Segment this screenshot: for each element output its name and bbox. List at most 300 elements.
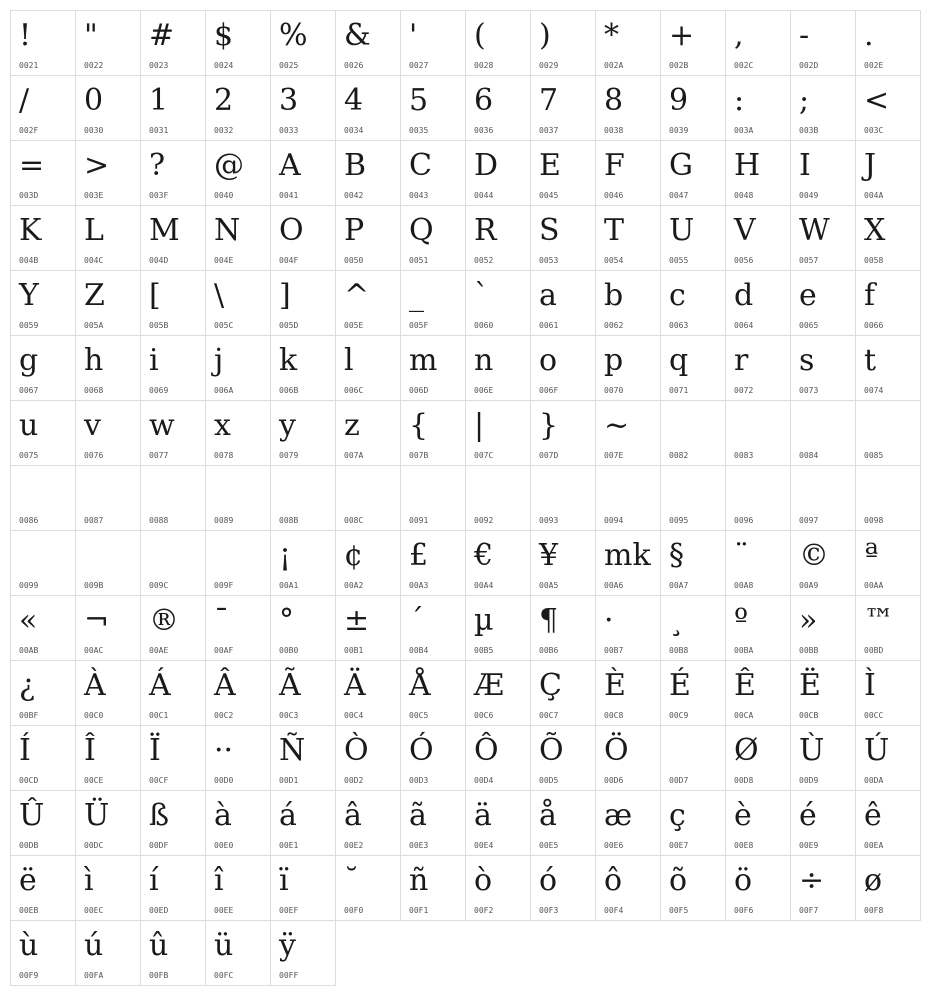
glyph-cell — [335, 790, 401, 856]
glyph-char: w — [149, 408, 175, 443]
glyph-cell — [660, 10, 726, 76]
glyph-code: 0029 — [539, 61, 559, 70]
glyph-cell — [10, 660, 76, 726]
glyph-code: 00DA — [864, 776, 884, 785]
glyph-code: 00A3 — [409, 581, 429, 590]
glyph-code: 0034 — [344, 126, 364, 135]
glyph-code: 003D — [19, 191, 39, 200]
glyph-code: 0052 — [474, 256, 494, 265]
glyph-char: G — [669, 148, 693, 183]
glyph-code: 0073 — [799, 386, 819, 395]
glyph-code: 0031 — [149, 126, 169, 135]
glyph-char: Õ — [539, 733, 564, 768]
glyph-cell — [595, 530, 661, 596]
glyph-code: 0026 — [344, 61, 364, 70]
glyph-code: 00E2 — [344, 841, 364, 850]
glyph-char: Û — [19, 798, 45, 833]
glyph-cell — [530, 855, 596, 921]
glyph-code: 00BB — [799, 646, 819, 655]
glyph-char: = — [19, 148, 45, 183]
glyph-char: ò — [474, 863, 493, 898]
glyph-cell — [270, 400, 336, 466]
glyph-cell — [530, 400, 596, 466]
glyph-char: ô — [604, 863, 623, 898]
glyph-code: 0066 — [864, 321, 884, 330]
glyph-code: 00CC — [864, 711, 884, 720]
glyph-char: ë — [19, 863, 37, 898]
glyph-cell — [660, 140, 726, 206]
glyph-cell — [855, 465, 921, 531]
glyph-code: 00CD — [19, 776, 39, 785]
glyph-cell — [725, 790, 791, 856]
glyph-code: 00CA — [734, 711, 754, 720]
glyph-code: 0043 — [409, 191, 429, 200]
glyph-cell — [790, 10, 856, 76]
glyph-char: û — [149, 928, 169, 963]
glyph-code: 0062 — [604, 321, 624, 330]
glyph-cell — [465, 140, 531, 206]
glyph-cell — [75, 270, 141, 336]
glyph-code: 00C2 — [214, 711, 234, 720]
glyph-code: 0089 — [214, 516, 234, 525]
glyph-code: 0096 — [734, 516, 754, 525]
glyph-char: h — [84, 343, 104, 378]
glyph-code: 0039 — [669, 126, 689, 135]
glyph-code: 0025 — [279, 61, 299, 70]
glyph-cell — [270, 790, 336, 856]
glyph-char: 4 — [344, 83, 364, 118]
glyph-code: 00D5 — [539, 776, 559, 785]
glyph-cell — [400, 270, 466, 336]
glyph-code: 0099 — [19, 581, 39, 590]
glyph-code: 003F — [149, 191, 169, 200]
glyph-code: 00C1 — [149, 711, 169, 720]
glyph-char: § — [669, 538, 684, 573]
glyph-char: T — [604, 213, 625, 248]
glyph-cell — [140, 75, 206, 141]
glyph-cell — [465, 335, 531, 401]
glyph-code: 00F7 — [799, 906, 819, 915]
glyph-code: 00F6 — [734, 906, 754, 915]
glyph-code: 0070 — [604, 386, 624, 395]
glyph-code: 00D3 — [409, 776, 429, 785]
glyph-code: 0051 — [409, 256, 429, 265]
glyph-code: 00FF — [279, 971, 299, 980]
glyph-code: 0058 — [864, 256, 884, 265]
glyph-cell — [75, 920, 141, 986]
glyph-cell — [660, 75, 726, 141]
glyph-code: 003E — [84, 191, 104, 200]
glyph-code: 0067 — [19, 386, 39, 395]
glyph-code: 00C3 — [279, 711, 299, 720]
glyph-code: 005D — [279, 321, 299, 330]
glyph-code: 00A8 — [734, 581, 754, 590]
glyph-code: 009C — [149, 581, 169, 590]
glyph-char: 0 — [84, 83, 104, 118]
glyph-code: 0069 — [149, 386, 169, 395]
glyph-char: ˘ — [344, 863, 359, 898]
glyph-char: A — [279, 148, 301, 183]
glyph-code: 00FA — [84, 971, 104, 980]
glyph-cell — [530, 335, 596, 401]
glyph-code: 0085 — [864, 451, 884, 460]
glyph-code: 0050 — [344, 256, 364, 265]
glyph-char: H — [734, 148, 761, 183]
glyph-cell — [725, 10, 791, 76]
glyph-code: 00B7 — [604, 646, 624, 655]
glyph-char: É — [669, 668, 691, 703]
glyph-code: 00E0 — [214, 841, 234, 850]
glyph-char: € — [474, 538, 494, 573]
glyph-cell — [465, 595, 531, 661]
glyph-char: í — [149, 863, 159, 898]
glyph-code: 0024 — [214, 61, 234, 70]
glyph-char: m — [409, 343, 438, 378]
glyph-char: Ö — [604, 733, 629, 768]
glyph-char: * — [604, 18, 619, 53]
glyph-cell — [205, 270, 271, 336]
glyph-cell — [855, 725, 921, 791]
glyph-cell — [725, 205, 791, 271]
glyph-cell — [855, 660, 921, 726]
glyph-cell — [75, 790, 141, 856]
glyph-code: 0054 — [604, 256, 624, 265]
glyph-char: ÷ — [799, 863, 825, 898]
glyph-cell — [855, 10, 921, 76]
glyph-char: E — [539, 148, 561, 183]
glyph-char: / — [19, 83, 30, 118]
glyph-cell — [205, 660, 271, 726]
glyph-cell — [270, 465, 336, 531]
glyph-code: 004B — [19, 256, 39, 265]
glyph-code: 00B8 — [669, 646, 689, 655]
glyph-code: 004C — [84, 256, 104, 265]
glyph-code: 00E1 — [279, 841, 299, 850]
glyph-cell — [725, 75, 791, 141]
glyph-code: 00F1 — [409, 906, 429, 915]
glyph-cell — [140, 530, 206, 596]
glyph-code: 0032 — [214, 126, 234, 135]
glyph-cell — [465, 725, 531, 791]
glyph-code: 00BA — [734, 646, 754, 655]
glyph-char: b — [604, 278, 624, 313]
glyph-cell — [335, 400, 401, 466]
glyph-code: 003B — [799, 126, 819, 135]
glyph-char: X — [864, 213, 886, 248]
glyph-cell — [530, 660, 596, 726]
glyph-char: ñ — [409, 863, 429, 898]
glyph-cell — [855, 270, 921, 336]
glyph-code: 0028 — [474, 61, 494, 70]
glyph-char: & — [344, 18, 371, 53]
glyph-cell — [10, 855, 76, 921]
glyph-code: 0088 — [149, 516, 169, 525]
glyph-char: µ — [474, 603, 494, 638]
glyph-cell — [465, 75, 531, 141]
glyph-cell — [335, 205, 401, 271]
glyph-char: ™ — [864, 603, 894, 638]
glyph-cell — [595, 10, 661, 76]
glyph-code: 006A — [214, 386, 234, 395]
glyph-char: % — [279, 18, 308, 53]
glyph-char: ® — [149, 603, 179, 638]
glyph-cell — [75, 595, 141, 661]
glyph-code: 0035 — [409, 126, 429, 135]
glyph-cell — [75, 530, 141, 596]
glyph-char: È — [604, 668, 626, 703]
glyph-cell — [530, 790, 596, 856]
glyph-code: 00A4 — [474, 581, 494, 590]
glyph-code: 0044 — [474, 191, 494, 200]
glyph-cell — [205, 855, 271, 921]
glyph-cell — [140, 660, 206, 726]
glyph-char: ï — [279, 863, 289, 898]
glyph-cell — [660, 595, 726, 661]
glyph-code: 006B — [279, 386, 299, 395]
glyph-cell — [140, 140, 206, 206]
glyph-char: õ — [669, 863, 688, 898]
glyph-char: l — [344, 343, 354, 378]
glyph-code: 0033 — [279, 126, 299, 135]
glyph-cell — [75, 400, 141, 466]
glyph-cell — [595, 205, 661, 271]
glyph-char: Ò — [344, 733, 369, 768]
glyph-code: 00F3 — [539, 906, 559, 915]
glyph-code: 0047 — [669, 191, 689, 200]
glyph-char: a — [539, 278, 557, 313]
glyph-code: 005C — [214, 321, 234, 330]
glyph-code: 007D — [539, 451, 559, 460]
glyph-char: B — [344, 148, 367, 183]
glyph-char: Ì — [864, 668, 876, 703]
glyph-cell — [400, 855, 466, 921]
glyph-cell — [595, 855, 661, 921]
glyph-cell — [790, 335, 856, 401]
glyph-cell — [400, 595, 466, 661]
glyph-char: g — [19, 343, 39, 378]
glyph-cell — [790, 530, 856, 596]
glyph-char: Ù — [799, 733, 825, 768]
glyph-code: 00E8 — [734, 841, 754, 850]
glyph-code: 0041 — [279, 191, 299, 200]
glyph-code: 00DF — [149, 841, 169, 850]
glyph-code: 006F — [539, 386, 559, 395]
glyph-cell — [595, 725, 661, 791]
glyph-code: 00EF — [279, 906, 299, 915]
glyph-char: j — [214, 343, 224, 378]
glyph-cell — [595, 335, 661, 401]
glyph-cell — [660, 855, 726, 921]
glyph-char: ê — [864, 798, 882, 833]
glyph-char: Á — [149, 668, 171, 703]
glyph-char: î — [214, 863, 224, 898]
glyph-cell — [660, 530, 726, 596]
glyph-char: ) — [539, 18, 551, 53]
glyph-code: 00C4 — [344, 711, 364, 720]
glyph-cell — [270, 205, 336, 271]
glyph-char: N — [214, 213, 241, 248]
glyph-cell — [660, 270, 726, 336]
glyph-code: 0094 — [604, 516, 624, 525]
glyph-cell — [205, 335, 271, 401]
glyph-cell — [10, 790, 76, 856]
glyph-cell — [140, 790, 206, 856]
glyph-cell — [205, 400, 271, 466]
glyph-char: 5 — [409, 83, 429, 118]
glyph-code: 00CB — [799, 711, 819, 720]
glyph-code: 0082 — [669, 451, 689, 460]
glyph-cell — [10, 140, 76, 206]
glyph-cell — [855, 530, 921, 596]
glyph-code: 00EE — [214, 906, 234, 915]
glyph-code: 00AA — [864, 581, 884, 590]
glyph-cell — [660, 205, 726, 271]
glyph-cell — [140, 335, 206, 401]
glyph-cell — [790, 140, 856, 206]
glyph-code: 00E7 — [669, 841, 689, 850]
glyph-code: 00B5 — [474, 646, 494, 655]
glyph-cell — [335, 335, 401, 401]
glyph-cell — [335, 660, 401, 726]
glyph-cell — [400, 790, 466, 856]
glyph-char: ¸ — [669, 603, 684, 638]
glyph-cell — [790, 725, 856, 791]
glyph-code: 004F — [279, 256, 299, 265]
glyph-char: _ — [409, 278, 424, 313]
glyph-char: ¢ — [344, 538, 364, 573]
glyph-code: 0076 — [84, 451, 104, 460]
glyph-code: 008C — [344, 516, 364, 525]
glyph-char: Ê — [734, 668, 756, 703]
glyph-char: ·· — [214, 733, 234, 768]
glyph-char: Â — [214, 668, 236, 703]
glyph-cell — [10, 400, 76, 466]
glyph-cell — [400, 10, 466, 76]
glyph-char: P — [344, 213, 365, 248]
glyph-cell — [270, 75, 336, 141]
glyph-char: f — [864, 278, 876, 313]
glyph-code: 00D6 — [604, 776, 624, 785]
glyph-char: : — [734, 83, 745, 118]
glyph-cell — [790, 660, 856, 726]
glyph-code: 00EA — [864, 841, 884, 850]
glyph-char: Ó — [409, 733, 434, 768]
glyph-cell — [465, 660, 531, 726]
glyph-cell — [660, 660, 726, 726]
glyph-code: 0061 — [539, 321, 559, 330]
glyph-code: 0060 — [474, 321, 494, 330]
glyph-char: ; — [799, 83, 810, 118]
glyph-char: ] — [279, 278, 291, 313]
glyph-char: O — [279, 213, 304, 248]
glyph-cell — [725, 140, 791, 206]
glyph-char: ¥ — [539, 538, 559, 573]
glyph-cell — [790, 465, 856, 531]
glyph-code: 00D0 — [214, 776, 234, 785]
glyph-char: U — [669, 213, 695, 248]
glyph-char: K — [19, 213, 42, 248]
glyph-cell — [140, 855, 206, 921]
glyph-cell — [465, 465, 531, 531]
glyph-code: 00AB — [19, 646, 39, 655]
glyph-code: 00F4 — [604, 906, 624, 915]
glyph-cell — [140, 465, 206, 531]
glyph-code: 00AE — [149, 646, 169, 655]
glyph-cell — [660, 335, 726, 401]
glyph-char: ° — [279, 603, 294, 638]
glyph-char: À — [84, 668, 106, 703]
glyph-cell — [10, 595, 76, 661]
glyph-code: 0093 — [539, 516, 559, 525]
glyph-cell — [465, 855, 531, 921]
glyph-cell — [790, 595, 856, 661]
glyph-char: 7 — [539, 83, 559, 118]
glyph-char: ~ — [604, 408, 630, 443]
glyph-code: 00CE — [84, 776, 104, 785]
glyph-cell — [270, 725, 336, 791]
glyph-cell — [725, 725, 791, 791]
glyph-cell — [205, 530, 271, 596]
glyph-cell — [855, 595, 921, 661]
glyph-char: ± — [344, 603, 370, 638]
glyph-code: 0030 — [84, 126, 104, 135]
glyph-code: 0040 — [214, 191, 234, 200]
glyph-char: ü — [214, 928, 234, 963]
glyph-cell — [75, 660, 141, 726]
glyph-char: Ñ — [279, 733, 306, 768]
glyph-code: 00F0 — [344, 906, 364, 915]
glyph-char: £ — [409, 538, 429, 573]
glyph-code: 0087 — [84, 516, 104, 525]
glyph-char: è — [734, 798, 752, 833]
glyph-cell — [400, 140, 466, 206]
glyph-code: 00D9 — [799, 776, 819, 785]
glyph-code: 00A2 — [344, 581, 364, 590]
glyph-cell — [205, 790, 271, 856]
glyph-cell — [790, 270, 856, 336]
glyph-char: V — [734, 213, 756, 248]
glyph-code: 008B — [279, 516, 299, 525]
glyph-cell — [530, 595, 596, 661]
glyph-char: 3 — [279, 83, 299, 118]
glyph-code: 00A6 — [604, 581, 624, 590]
glyph-char: p — [604, 343, 624, 378]
glyph-cell — [725, 595, 791, 661]
glyph-cell — [335, 465, 401, 531]
glyph-cell — [465, 790, 531, 856]
glyph-code: 00DB — [19, 841, 39, 850]
glyph-cell — [465, 400, 531, 466]
glyph-cell — [530, 270, 596, 336]
glyph-code: 00A1 — [279, 581, 299, 590]
glyph-cell — [140, 400, 206, 466]
glyph-char: } — [539, 408, 559, 443]
glyph-char: å — [539, 798, 557, 833]
glyph-cell — [855, 790, 921, 856]
glyph-char: Q — [409, 213, 434, 248]
glyph-code: 00EB — [19, 906, 39, 915]
glyph-code: 00EC — [84, 906, 104, 915]
glyph-grid — [10, 10, 920, 985]
glyph-code: 0086 — [19, 516, 39, 525]
glyph-char: L — [84, 213, 104, 248]
glyph-cell — [270, 10, 336, 76]
glyph-char: ø — [864, 863, 883, 898]
glyph-cell — [10, 530, 76, 596]
glyph-char: ì — [84, 863, 94, 898]
glyph-char: Ë — [799, 668, 821, 703]
glyph-code: 0057 — [799, 256, 819, 265]
